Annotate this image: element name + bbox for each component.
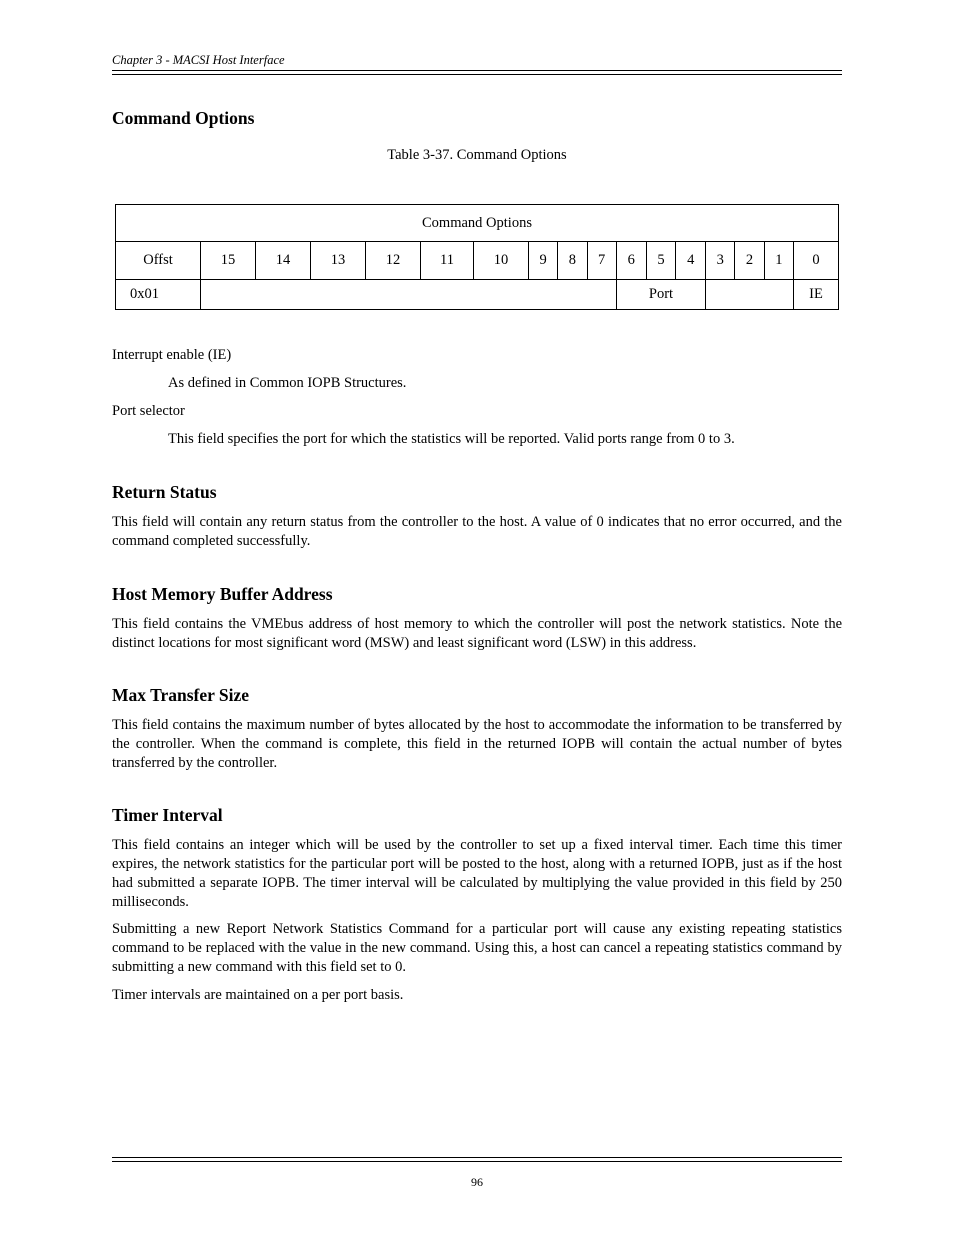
bit-cell: 1	[764, 242, 793, 280]
field-definition-ie: As defined in Common IOPB Structures.	[168, 375, 407, 391]
bit-cell: 13	[310, 242, 365, 280]
table-title: Command Options	[116, 205, 839, 242]
timer-interval-paragraph-1: This field contains an integer which will be used by the controller to set up a fixed interval timer. Each time this timer expires, the network statistics for the particular port will be posted to the host, along with a returned IOPB, just as if the host had submitted a separate IOPB. The timer interval will be calculated by multiplying the value provided in this field by 250 milliseconds.	[112, 837, 842, 910]
command-options-heading: Command Options	[112, 108, 255, 128]
host-memory-paragraph: This field contains the VMEbus address of host memory to which the controller will post the network statistics. Note the distinct locations for most significant word (MSW) and least significant word (LSW) in this address.	[112, 616, 842, 651]
offset-header: Offst	[116, 242, 201, 280]
footer-rule-bottom	[112, 1161, 842, 1162]
bit-cell: 10	[474, 242, 529, 280]
return-status-paragraph: This field will contain any return status from the controller to the host. A value of 0 indicates that no error occurred, and the command completed successfully.	[112, 514, 842, 549]
offset-value: 0x01	[116, 280, 201, 310]
max-transfer-heading: Max Transfer Size	[112, 685, 250, 705]
bit-cell: 11	[420, 242, 473, 280]
reserved-field	[201, 280, 617, 310]
bit-header-row	[116, 242, 839, 280]
bit-cell: 5	[646, 242, 676, 280]
table-caption: Table 3-37. Command Options	[387, 147, 567, 163]
timer-interval-paragraph-2: Submitting a new Report Network Statistics Command for a particular port will cause any existing repeating statistics command to be replaced with the value in the new command. Using this, a host can cancel a repeating statistics command by submitting a new command with this field set to 0.	[112, 921, 842, 975]
command-options-table	[115, 204, 839, 310]
bit-cell: 14	[255, 242, 310, 280]
timer-interval-paragraph-3: Timer intervals are maintained on a per port basis.	[112, 987, 404, 1003]
bit-cell: 3	[706, 242, 735, 280]
header-rule-top	[112, 70, 842, 71]
bit-cell: 12	[365, 242, 420, 280]
bit-cell: 9	[529, 242, 558, 280]
return-status-heading: Return Status	[112, 482, 217, 502]
bit-cell: 15	[201, 242, 256, 280]
footer-rule-top	[112, 1157, 842, 1158]
field-term-ie: Interrupt enable (IE)	[112, 347, 232, 363]
running-title: Chapter 3 - MACSI Host Interface	[112, 53, 285, 67]
page-number: 96	[471, 1175, 483, 1189]
header-rule-bottom	[112, 74, 842, 75]
reserved-field	[706, 280, 794, 310]
bit-cell: 7	[587, 242, 616, 280]
ie-field: IE	[794, 280, 839, 310]
bit-cell: 0	[794, 242, 839, 280]
table-title-row	[116, 205, 839, 242]
max-transfer-paragraph: This field contains the maximum number of bytes allocated by the host to accommodate the information to be transferred by the controller. When the command is complete, this field in the returned IOPB will contain the actual number of bytes transferred by the controller.	[112, 717, 842, 771]
port-field: Port	[616, 280, 705, 310]
field-definition-port: This field specifies the port for which the statistics will be reported. Valid ports range from 0 to 3.	[168, 431, 735, 447]
value-row	[116, 280, 839, 310]
bit-cell: 6	[616, 242, 646, 280]
host-memory-heading: Host Memory Buffer Address	[112, 584, 333, 604]
bit-cell: 4	[676, 242, 706, 280]
field-term-port: Port selector	[112, 403, 185, 419]
bit-cell: 2	[735, 242, 764, 280]
timer-interval-heading: Timer Interval	[112, 805, 223, 825]
bit-cell: 8	[558, 242, 587, 280]
